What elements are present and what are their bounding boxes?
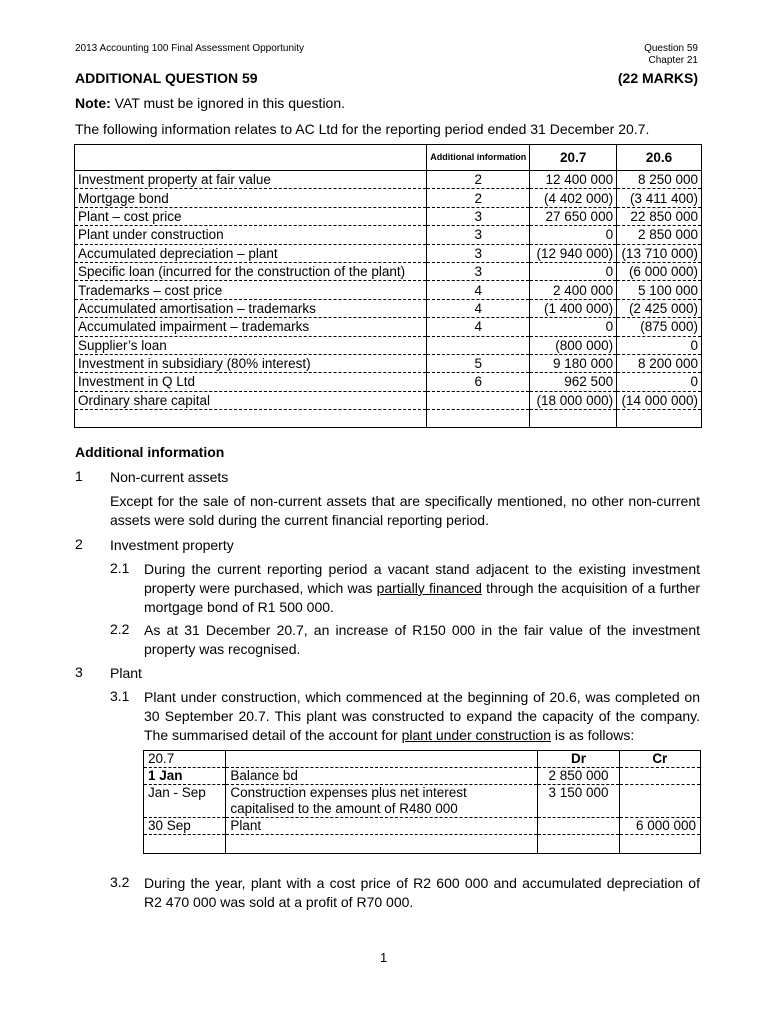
para-2-1-a: During the current reporting period a vacant stand adjacent to the existing investment property were purchased, which was (144, 561, 700, 596)
para-3-1-text (144, 688, 700, 745)
account-dr (538, 835, 619, 854)
table-row-empty (75, 410, 702, 428)
row-value-20-7: 12 400 000 (530, 171, 617, 189)
row-value-20-7: 0 (530, 226, 617, 244)
table-row (75, 262, 702, 280)
section-3-title: Plant (110, 665, 142, 681)
row-ref: 4 (427, 318, 530, 336)
account-date (144, 835, 226, 854)
marks: (22 MARKS) (617, 70, 698, 86)
note (75, 95, 345, 111)
row-label: Trademarks – cost price (75, 281, 427, 299)
para-3-1-number: 3.1 (110, 688, 130, 704)
row-ref: 5 (427, 354, 530, 372)
account-dr-header: Dr (538, 751, 619, 768)
row-value-20-6: 0 (617, 336, 702, 354)
para-3-1-a: Plant under construction, which commenced at the beginning of 20.6, was completed on 30 September 20.7. This plant was constructed to expand the capacity of the company. The summarised detail of the account for (144, 689, 700, 743)
row-value-20-6: (14 000 000) (617, 391, 702, 409)
plant-under-construction-account (143, 750, 701, 854)
row-value-20-7: 0 (530, 262, 617, 280)
para-2-2-text: As at 31 December 20.7, an increase of R150 000 in the fair value of the investment property was recognised. (144, 622, 700, 657)
header-cell-blank (75, 145, 427, 171)
account-dr (538, 818, 619, 835)
row-value-20-6: (3 411 400) (617, 189, 702, 207)
header-left: 2013 Accounting 100 Final Assessment Opportunity (75, 43, 305, 54)
row-label: Investment property at fair value (75, 171, 427, 189)
account-dr: 2 850 000 (538, 768, 619, 785)
table-header-row (75, 145, 702, 171)
table-row (75, 171, 702, 189)
section-2-title: Investment property (110, 537, 234, 553)
row-value-20-6: (2 425 000) (617, 299, 702, 317)
row-ref: 4 (427, 281, 530, 299)
account-blank (226, 751, 538, 768)
row-ref: 3 (427, 244, 530, 262)
account-row (144, 768, 701, 785)
section-2-number: 2 (75, 536, 83, 552)
row-value-20-7: 962 500 (530, 373, 617, 391)
row-label: Investment in Q Ltd (75, 373, 427, 391)
table-row (75, 244, 702, 262)
row-label: Supplier’s loan (75, 336, 427, 354)
page-title: ADDITIONAL QUESTION 59 (75, 70, 258, 86)
question-number: Question 59 (644, 43, 698, 54)
account-date: Jan - Sep (144, 785, 226, 818)
row-value-20-7: (800 000) (530, 336, 617, 354)
account-cr-header: Cr (619, 751, 700, 768)
header-cell-20-7: 20.7 (530, 145, 617, 171)
header-right (644, 43, 698, 67)
row-value-20-6: 8 200 000 (617, 354, 702, 372)
row-ref (427, 391, 530, 409)
row-value-20-6: 22 850 000 (617, 207, 702, 225)
row-ref: 2 (427, 189, 530, 207)
account-description: Plant (226, 818, 538, 835)
table-row (75, 354, 702, 372)
row-ref: 4 (427, 299, 530, 317)
account-year: 20.7 (144, 751, 226, 768)
balances-table (74, 144, 702, 428)
para-2-1-text (144, 560, 700, 617)
row-value-20-6: (13 710 000) (617, 244, 702, 262)
para-3-2-number: 3.2 (110, 874, 130, 890)
row-label: Specific loan (incurred for the construction of the plant) (75, 262, 427, 280)
row-ref: 6 (427, 373, 530, 391)
header-cell-additional-info: Additional information (427, 145, 530, 171)
account-date: 1 Jan (144, 768, 226, 785)
row-value-20-7 (530, 410, 617, 428)
table-row (75, 373, 702, 391)
table-row (75, 281, 702, 299)
row-ref (427, 410, 530, 428)
para-2-1-number: 2.1 (110, 560, 130, 576)
row-value-20-7: (12 940 000) (530, 244, 617, 262)
row-ref (427, 336, 530, 354)
note-label: Note: (75, 95, 111, 111)
account-description: Balance bd (226, 768, 538, 785)
additional-info-heading: Additional information (75, 444, 225, 460)
para-3-2-text: During the year, plant with a cost price of R2 600 000 and accumulated depreciation of R2 470 000 was sold at a profit of R70 000. (144, 875, 700, 910)
row-label: Ordinary share capital (75, 391, 427, 409)
account-dr: 3 150 000 (538, 785, 619, 818)
row-value-20-7: 27 650 000 (530, 207, 617, 225)
row-ref: 3 (427, 207, 530, 225)
table-row (75, 189, 702, 207)
table-row (75, 299, 702, 317)
row-label: Mortgage bond (75, 189, 427, 207)
row-ref: 3 (427, 226, 530, 244)
row-label: Accumulated depreciation – plant (75, 244, 427, 262)
section-1-number: 1 (75, 468, 83, 484)
para-3-1-b: is as follows: (551, 727, 635, 743)
section-1-title: Non-current assets (110, 469, 229, 485)
row-value-20-7: (4 402 000) (530, 189, 617, 207)
row-value-20-6: 8 250 000 (617, 171, 702, 189)
row-value-20-7: 9 180 000 (530, 354, 617, 372)
section-1-text: Except for the sale of non-current assets that are specifically mentioned, no other non-current assets were sold during the current financial reporting period. (110, 493, 700, 528)
account-cr: 6 000 000 (619, 818, 700, 835)
para-2-1-underlined: partially financed (376, 580, 482, 596)
row-label (75, 410, 427, 428)
row-value-20-6: 2 850 000 (617, 226, 702, 244)
row-value-20-7: (1 400 000) (530, 299, 617, 317)
chapter-number: Chapter 21 (648, 55, 698, 66)
para-2-2-number: 2.2 (110, 621, 130, 637)
table-row (75, 226, 702, 244)
account-cr (619, 785, 700, 818)
table-row (75, 336, 702, 354)
account-row-empty (144, 835, 701, 854)
row-ref: 2 (427, 171, 530, 189)
account-description (226, 835, 538, 854)
row-value-20-6: 0 (617, 373, 702, 391)
row-label: Investment in subsidiary (80% interest) (75, 354, 427, 372)
account-header-row (144, 751, 701, 768)
row-value-20-6: (6 000 000) (617, 262, 702, 280)
account-cr (619, 835, 700, 854)
account-description: Construction expenses plus net interest capitalised to the amount of R480 000 (226, 785, 538, 818)
row-value-20-6: 5 100 000 (617, 281, 702, 299)
row-value-20-6 (617, 410, 702, 428)
para-2-1-b: through the acquisition of a further mortgage bond of R1 500 000. (144, 580, 701, 615)
account-row (144, 818, 701, 835)
table-row (75, 318, 702, 336)
row-value-20-7: 0 (530, 318, 617, 336)
page-number: 1 (380, 950, 388, 965)
intro-text: The following information relates to AC Ltd for the reporting period ended 31 December 20.7. (75, 121, 650, 137)
table-row (75, 207, 702, 225)
table-row (75, 391, 702, 409)
account-date: 30 Sep (144, 818, 226, 835)
row-ref: 3 (427, 262, 530, 280)
row-label: Accumulated amortisation – trademarks (75, 299, 427, 317)
account-row (144, 785, 701, 818)
note-text: VAT must be ignored in this question. (110, 95, 346, 111)
row-label: Plant – cost price (75, 207, 427, 225)
row-value-20-7: 2 400 000 (530, 281, 617, 299)
para-3-1-underlined: plant under construction (401, 727, 552, 743)
section-3-number: 3 (75, 664, 83, 680)
row-label: Accumulated impairment – trademarks (75, 318, 427, 336)
row-value-20-7: (18 000 000) (530, 391, 617, 409)
account-cr (619, 768, 700, 785)
row-label: Plant under construction (75, 226, 427, 244)
header-cell-20-6: 20.6 (617, 145, 702, 171)
row-value-20-6: (875 000) (617, 318, 702, 336)
